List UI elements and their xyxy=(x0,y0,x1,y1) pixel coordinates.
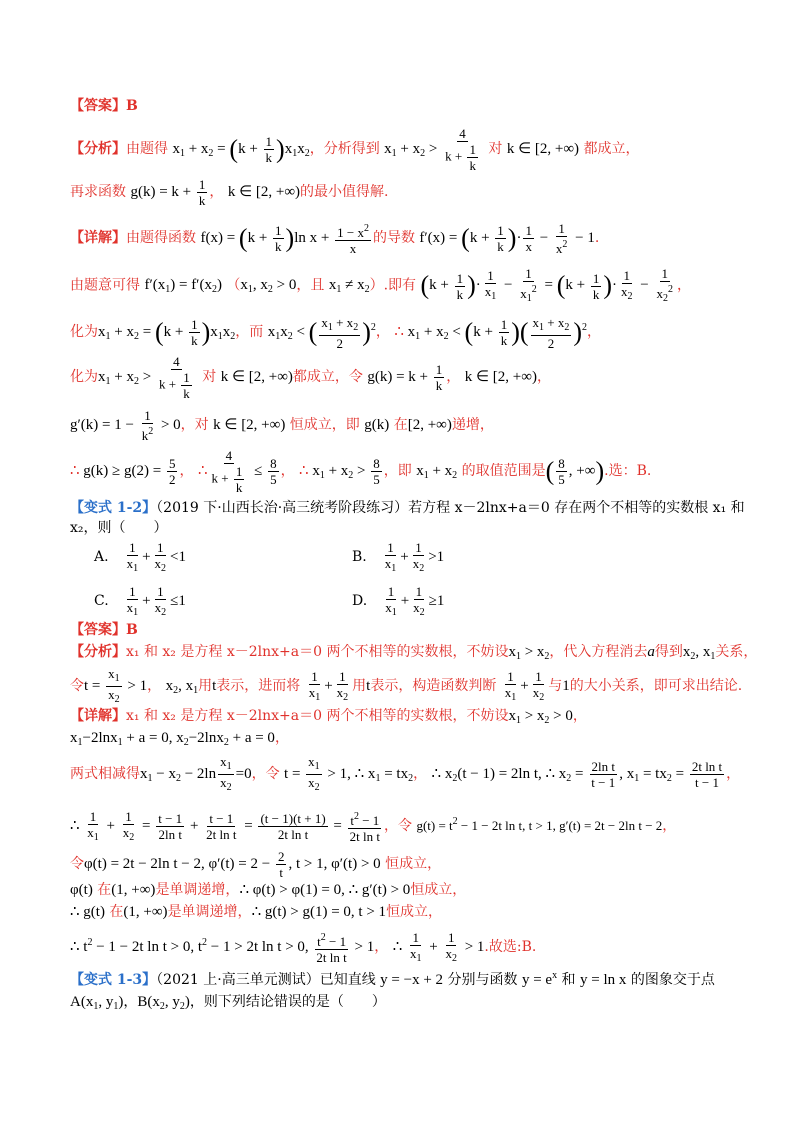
variant-eq: $y = e^x$ xyxy=(521,970,558,988)
detail-eq: ∴ xyxy=(394,324,404,340)
detail-eq: ∴ $x_2(t - 1) = 2\ln$ t, ∴ $x_2$ = $\frac{\text{2ln t}}{t - 1}$ , $x_1 = tx_2$ = $\frac{\text{2t ln t}}{t - 1}$ xyxy=(431,759,723,790)
detail-line-1 xyxy=(70,220,599,257)
detail-eq: φ(t) xyxy=(70,882,93,898)
analysis-eq: $x_1 + x_2 = (k$ + $\frac{1}{k}$ )$x_1x_2$ xyxy=(172,134,310,165)
detail-text: ， xyxy=(446,368,461,385)
detail-text: ， xyxy=(572,708,587,724)
answer-label: 【答案】 xyxy=(70,622,126,638)
detail-text: 的取值范围是 xyxy=(461,462,546,479)
detail-text: .故选:B. xyxy=(484,939,537,955)
detail-text: 恒成立， xyxy=(410,882,467,898)
option-d[interactable] xyxy=(352,584,444,620)
variant-1-3-stem-2 xyxy=(70,992,386,1017)
variant-text: ， xyxy=(123,994,138,1010)
detail-text: 两式相减得 xyxy=(70,765,140,782)
detail-text: ， xyxy=(280,462,295,479)
detail-text: 在 xyxy=(97,882,112,898)
variant-eq: y = −x + 2 xyxy=(380,972,444,988)
option-expr: $\frac{1}{x_1}$ + $\frac{1}{x_2}$ ≤1 xyxy=(126,584,186,618)
analysis-eq: $x_2$, $x_1$ xyxy=(165,677,199,696)
analysis-text: x₁ 和 x₂ 是方程 x－2lnx+a＝0 两个不相等的实数根，不妨设 xyxy=(126,644,509,660)
variant-stem: 若方程 x－2lnx+a＝0 存在两个不相等的实数根 x₁ 和 xyxy=(408,500,745,516)
detail-text: ，而 xyxy=(235,324,264,340)
detail-eq: $g(t) = t^2 - 1 - 2t$ ln t, t > 1, g′(t) = 2t − 2ln t − 2 xyxy=(416,816,663,833)
detail-eq: $x_1 \ne x_2$ xyxy=(328,277,370,296)
analysis-label: 【分析】 xyxy=(70,140,126,157)
detail-text: x₁ 和 x₂ 是方程 x－2lnx+a＝0 两个不相等的实数根，不妨设 xyxy=(126,708,509,724)
analysis-2-line-2 xyxy=(70,666,742,709)
detail-text: ，对 xyxy=(180,416,209,433)
analysis-text: 表示，进而将 xyxy=(216,677,301,694)
option-expr: $\frac{1}{x_1}$ + $\frac{1}{x_2}$ ≥1 xyxy=(385,584,445,618)
detail-eq: $x_1x_2$ < ( $\frac{x_1 + x_2}{2}$ )$^2$ xyxy=(267,314,376,351)
detail-eq: k ∈ [2, +∞) xyxy=(464,368,537,385)
analysis-eq: $x_1 > x_2$ xyxy=(508,644,550,662)
option-label: D. xyxy=(352,593,368,610)
variant-text: 的图象交于点 xyxy=(630,972,715,988)
detail-eq: (1, +∞) xyxy=(111,882,156,898)
detail-line-2 xyxy=(70,266,691,308)
variant-eq: $B(x_2$, $y_2$) xyxy=(137,994,190,1012)
detail-2-line-6 xyxy=(70,880,466,900)
detail-eq: ( $\frac{8}{5}$ , +∞) xyxy=(545,456,605,487)
detail-eq: $x_1 - x_2 - 2\ln$ $\frac{x_1}{x_2}$ =0 xyxy=(140,754,252,793)
analysis-eq: k ∈ [2, +∞) xyxy=(227,184,301,200)
variant-text: 和 xyxy=(561,972,576,988)
detail-text: ， xyxy=(587,324,602,340)
analysis-label: 【分析】 xyxy=(70,644,126,660)
variant-label: 【变式 1-3】 xyxy=(70,972,157,988)
analysis-line-1 xyxy=(70,126,640,174)
analysis-eq: $\frac{1}{x_1}$ + $\frac{1}{x_2}$ xyxy=(308,668,349,703)
detail-eq: $x_1 > x_2 > 0$ xyxy=(508,708,573,726)
detail-2-line-4 xyxy=(70,802,676,846)
answer-label: 【答案】 xyxy=(70,98,126,114)
analysis-text: 由题得 xyxy=(126,140,168,157)
variant-stem: 已知直线 xyxy=(319,972,376,988)
detail-2-line-7 xyxy=(70,902,442,922)
detail-text: .选：B. xyxy=(604,462,652,479)
detail-text: 是单调递增， xyxy=(155,882,240,898)
analysis-eq: t xyxy=(366,677,371,694)
detail-eq: $x_1 + x_2$ > 4 k + $\frac{1}{k}$ xyxy=(98,354,190,401)
detail-eq: (k + $\frac{1}{k}$ )· $\frac{1}{x_1}$ − $\frac{1}{x_1^2}$ = (k + $\frac{1}{k}$ )· $\frac{1}{x_2}$ − $\frac{1}{x_2^2}$ xyxy=(420,266,674,304)
option-label: C. xyxy=(94,593,109,610)
detail-text: ， xyxy=(179,462,194,479)
variant-source: （2019 下·山西长治·高三统考阶段练习） xyxy=(156,500,409,516)
detail-eq: g(k) = k + $\frac{1}{k}$ xyxy=(367,362,443,393)
detail-eq: $x_1-2\ln x_1 + a = 0$, $x_2-2\ln x_2 + a = 0$ xyxy=(70,730,275,748)
detail-text: ， xyxy=(413,765,428,782)
detail-text: 在 xyxy=(393,416,408,433)
detail-text: 化为 xyxy=(70,368,98,385)
detail-eq: [2, +∞) xyxy=(407,416,452,433)
detail-text: （ xyxy=(226,277,241,294)
detail-eq: 4 k + $\frac{1}{k}$ ≤ $\frac{8}{5}$ xyxy=(211,448,277,495)
analysis-text: 得到 xyxy=(654,644,683,660)
analysis-eq: 1 xyxy=(562,677,570,694)
analysis-text: 对 xyxy=(488,140,503,157)
analysis-text: 关系， xyxy=(715,644,758,660)
analysis-text: 的最小值得解. xyxy=(300,184,389,200)
detail-label: 【详解】 xyxy=(70,708,126,724)
detail-eq: ∴ xyxy=(299,462,309,479)
detail-eq: $x_1 + x_2 = (k$ + $\frac{1}{k}$ )$x_1x_2$ xyxy=(98,317,236,349)
detail-text: 恒成立， xyxy=(386,904,443,920)
option-expr: $\frac{1}{x_1}$ + $\frac{1}{x_2}$ <1 xyxy=(126,540,186,574)
answer-line-1 xyxy=(70,96,138,116)
detail-eq: $x_1 + x_2 < (k$ + $\frac{1}{k}$ )( $\frac{x_1 + x_2}{2}$ )$^2$ xyxy=(403,314,588,351)
detail-eq: g(k) xyxy=(364,416,390,433)
option-b[interactable] xyxy=(352,540,444,576)
variant-1-2-stem-2 xyxy=(70,518,168,538)
detail-text: 对 xyxy=(202,368,217,385)
detail-2-line-5 xyxy=(70,848,441,880)
option-label: A. xyxy=(94,549,109,566)
detail-eq: (1, +∞) xyxy=(123,904,168,920)
option-c[interactable] xyxy=(94,584,186,620)
analysis-text: ， xyxy=(147,677,162,694)
detail-line-3 xyxy=(70,310,601,355)
variant-text: ，则下列结论错误的是（ ） xyxy=(189,994,386,1010)
answer-value: B xyxy=(126,98,138,114)
detail-eq: f′(x) = (k + $\frac{1}{k}$ )· $\frac{1}{x}$ − $\frac{1}{x^2}$ − 1 xyxy=(419,221,595,257)
variant-source: （2021 上·高三单元测试） xyxy=(156,972,320,988)
detail-text: 令 xyxy=(70,856,84,872)
detail-eq: g(k) ≥ g(2) = $\frac{5}{2}$ xyxy=(79,456,176,487)
detail-eq: k ∈ [2, +∞) xyxy=(213,416,286,433)
detail-text: 递增， xyxy=(451,416,494,433)
detail-eq: f(x) = (k + $\frac{1}{k}$ )ln x + $\frac{1 - x^2}{x}$ xyxy=(200,223,369,257)
detail-eq: ∴ g(t) > g(1) = 0, t > 1 xyxy=(251,904,387,920)
analysis-text: 再求函数 xyxy=(70,184,126,200)
detail-eq: ∴ $\frac{1}{x_1}$ + $\frac{1}{x_2}$ > 1 xyxy=(392,929,485,964)
detail-eq: ∴ xyxy=(70,462,80,479)
detail-line-4 xyxy=(70,354,551,402)
analysis-line-2 xyxy=(70,176,389,208)
analysis-eq: $\frac{1}{x_1}$ + $\frac{1}{x_2}$ xyxy=(504,668,545,703)
detail-text: ， xyxy=(375,324,390,340)
detail-text: 都成立，令 xyxy=(292,368,363,385)
analysis-2-line-1 xyxy=(70,642,757,667)
detail-line-6 xyxy=(70,448,651,498)
analysis-text: 与 xyxy=(548,677,563,694)
detail-text: 恒成立， xyxy=(385,856,442,872)
detail-text: ， xyxy=(274,730,289,746)
detail-eq: $x_1 + x_2$ > $\frac{8}{5}$ xyxy=(308,456,380,487)
detail-eq: ∴ φ(t) > φ(1) = 0, ∴ g′(t) > 0 xyxy=(239,882,411,898)
detail-text: 由题得函数 xyxy=(126,230,196,246)
detail-label: 【详解】 xyxy=(70,230,126,246)
detail-text: ， xyxy=(726,765,741,782)
detail-text: ， xyxy=(662,818,677,834)
analysis-text: 令 xyxy=(70,677,84,694)
detail-text: ，令 xyxy=(383,818,412,834)
detail-text: ）.即有 xyxy=(369,277,417,294)
analysis-text: 表示，构造函数判断 xyxy=(370,677,497,694)
detail-text: 恒成立，即 xyxy=(289,416,360,433)
detail-text: 在 xyxy=(109,904,124,920)
analysis-eq: t = $\frac{x_1}{x_2}$ > 1 xyxy=(84,666,148,705)
detail-text: 的导数 xyxy=(372,230,415,246)
variant-1-2-stem xyxy=(70,498,745,518)
detail-line-5 xyxy=(70,408,494,443)
analysis-text: ，代入方程消去 xyxy=(549,644,648,660)
analysis-eq: t xyxy=(212,677,217,694)
analysis-eq: a xyxy=(647,644,655,660)
detail-text: ， xyxy=(536,368,551,385)
variant-label: 【变式 1-2】 xyxy=(70,500,157,516)
variant-text: 分别与函数 xyxy=(447,972,518,988)
detail-eq: $x_1 + x_2$ xyxy=(416,462,458,481)
detail-eq: t = $\frac{x_1}{x_2}$ > 1, ∴ $x_1 = tx_2$ xyxy=(284,754,414,793)
option-expr: $\frac{1}{x_1}$ + $\frac{1}{x_2}$ >1 xyxy=(384,540,445,574)
detail-eq: $x_1$, $x_2 > 0$ xyxy=(240,277,297,296)
detail-text: ， xyxy=(374,939,389,955)
answer-line-2 xyxy=(70,620,138,640)
detail-text: 由题意可得 xyxy=(70,277,140,294)
option-label: B. xyxy=(352,549,367,566)
analysis-eq: k ∈ [2, +∞) xyxy=(506,140,580,157)
detail-2-line-8 xyxy=(70,924,536,966)
analysis-text: ，分析得到 xyxy=(309,140,380,157)
detail-text: ，且 xyxy=(296,277,325,294)
analysis-text: 的大小关系，即可求出结论. xyxy=(569,677,743,694)
analysis-eq: $x_2$, $x_1$ xyxy=(682,644,716,662)
variant-eq: $A(x_1$, $y_1$) xyxy=(70,994,124,1012)
detail-text: 是单调递增， xyxy=(167,904,252,920)
analysis-text: 用 xyxy=(198,677,213,694)
detail-eq: k ∈ [2, +∞) xyxy=(220,368,293,385)
option-a[interactable] xyxy=(94,540,186,576)
detail-eq: ∴ xyxy=(197,462,208,479)
analysis-eq: g(k) = k + $\frac{1}{k}$ xyxy=(130,177,206,209)
variant-1-3-stem xyxy=(70,966,715,990)
detail-eq: ∴ g(t) xyxy=(70,904,105,920)
detail-text: ，即 xyxy=(383,462,412,479)
detail-text: ，令 xyxy=(251,765,280,782)
analysis-eq: $x_1 + x_2$ > 4 k + $\frac{1}{k}$ xyxy=(384,126,476,173)
detail-text: 化为 xyxy=(70,324,98,340)
variant-eq: y = ln x xyxy=(579,972,627,988)
analysis-text: 用 xyxy=(352,677,367,694)
analysis-text: ， xyxy=(209,184,224,200)
analysis-text: 都成立， xyxy=(583,140,640,157)
detail-eq: ∴ $\frac{1}{x_1}$ + $\frac{1}{x_2}$ = $\frac{t - 1}{\text{2ln t}}$ + $\frac{t - 1}{\text{2t ln t}}$ = $\frac{(t - 1)(t + 1)}{\text{2t ln t}}$ = $\frac{t^2 - 1}{\text{2t ln t}}$ xyxy=(70,808,380,845)
variant-stem-2: x₂，则（ ） xyxy=(70,520,168,536)
detail-text: ， xyxy=(677,277,692,294)
detail-eq: $f'(x_1) = f'(x_2)$ xyxy=(144,277,222,296)
detail-eq: φ(t) = 2t − 2ln t − 2, φ′(t) = 2 − $\frac{2}{t}$ , t > 1, φ′(t) > 0 xyxy=(84,849,381,881)
answer-value: B xyxy=(126,622,138,638)
detail-text: . xyxy=(594,230,600,246)
detail-2-line-2 xyxy=(70,728,289,753)
detail-eq: g′(k) = 1 − $\frac{1}{k^2}$ > 0 xyxy=(70,408,181,443)
detail-eq: ∴ $t^2 - 1 - 2t$ ln t > 0, $t^2 - 1 > 2t$ ln t > 0, $\frac{t^2 - 1}{\text{2t ln t}}$ > 1 xyxy=(70,932,375,966)
detail-2-line-3 xyxy=(70,754,740,798)
